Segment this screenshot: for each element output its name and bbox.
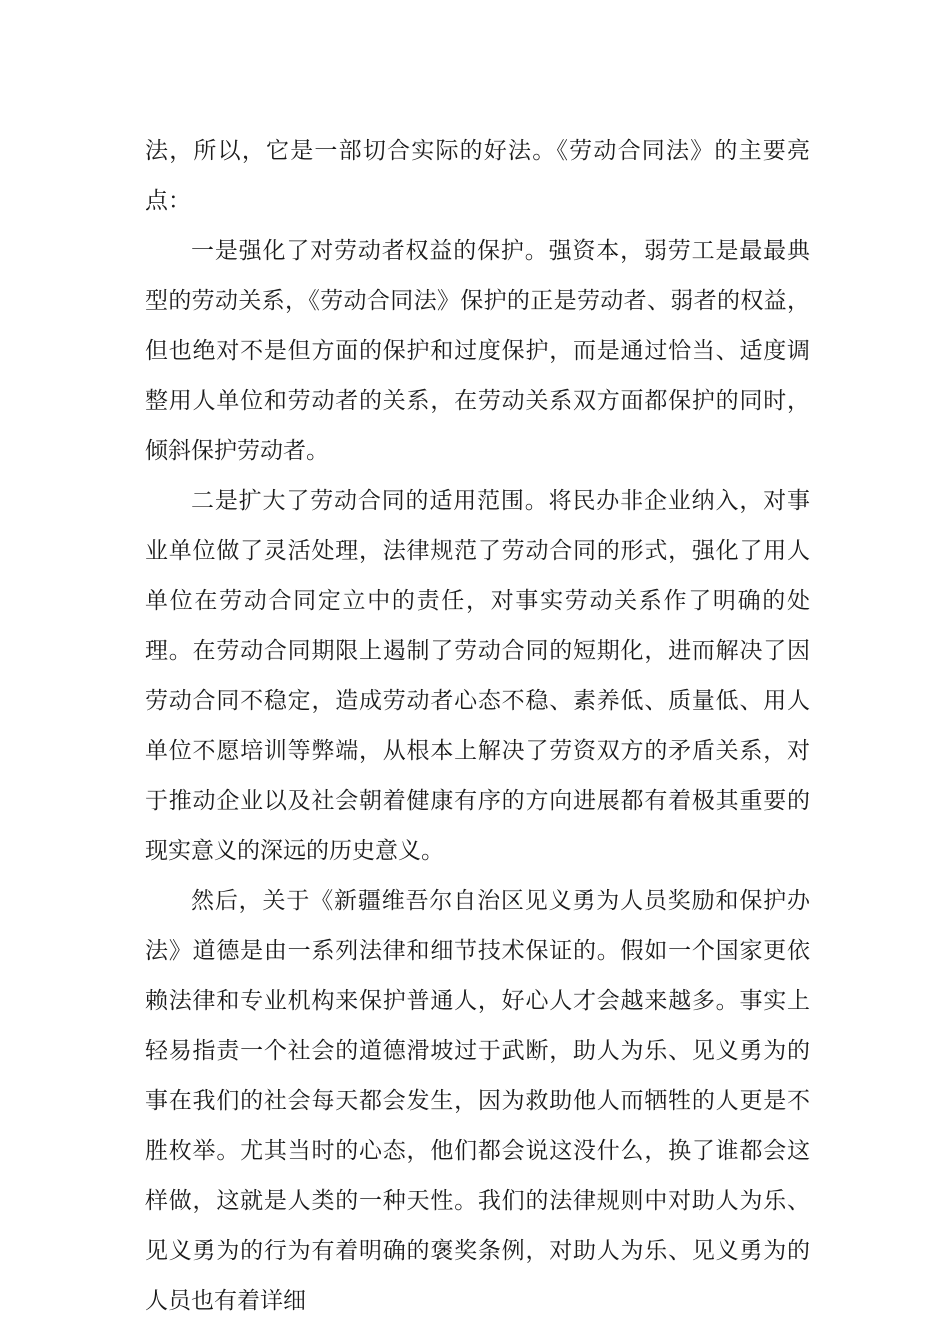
paragraph-labor-rights: 一是强化了对劳动者权益的保护。强资本，弱劳工是最最典型的劳动关系，《劳动合同法》保护的正是劳动者、弱者的权益，但也绝对不是但方面的保护和过度保护，而是通过恰当、适度调整用人单位和劳动者的关系，在劳动关系双方面都保护的同时，倾斜保护劳动者。: [145, 238, 810, 464]
paragraph-continued: 法，所以，它是一部切合实际的好法。《劳动合同法》的主要亮点：: [145, 138, 810, 214]
paragraph-contract-scope: 二是扩大了劳动合同的适用范围。将民办非企业纳入，对事业单位做了灵活处理，法律规范了劳动合同的形式，强化了用人单位在劳动合同定立中的责任，对事实劳动关系作了明确的处理。在劳动合同期限上遏制了劳动合同的短期化，进而解决了因劳动合同不稳定，造成劳动者心态不稳、素养低、质量低、用人单位不愿培训等弊端，从根本上解决了劳资双方的矛盾关系，对于推动企业以及社会朝着健康有序的方向进展都有着极其重要的现实意义的深远的历史意义。: [145, 488, 810, 864]
paragraph-heroic-acts: 然后，关于《新疆维吾尔自治区见义勇为人员奖励和保护办法》道德是由一系列法律和细节技术保证的。假如一个国家更依赖法律和专业机构来保护普通人，好心人才会越来越多。事实上轻易指责一个社会的道德滑坡过于武断，助人为乐、见义勇为的事在我们的社会每天都会发生，因为救助他人而牺牲的人更是不胜枚举。尤其当时的心态，他们都会说这没什么，换了谁都会这样做，这就是人类的一种天性。我们的法律规则中对助人为乐、见义勇为的行为有着明确的褒奖条例，对助人为乐、见义勇为的人员也有着详细: [145, 888, 810, 1314]
document-body: [145, 126, 810, 1326]
